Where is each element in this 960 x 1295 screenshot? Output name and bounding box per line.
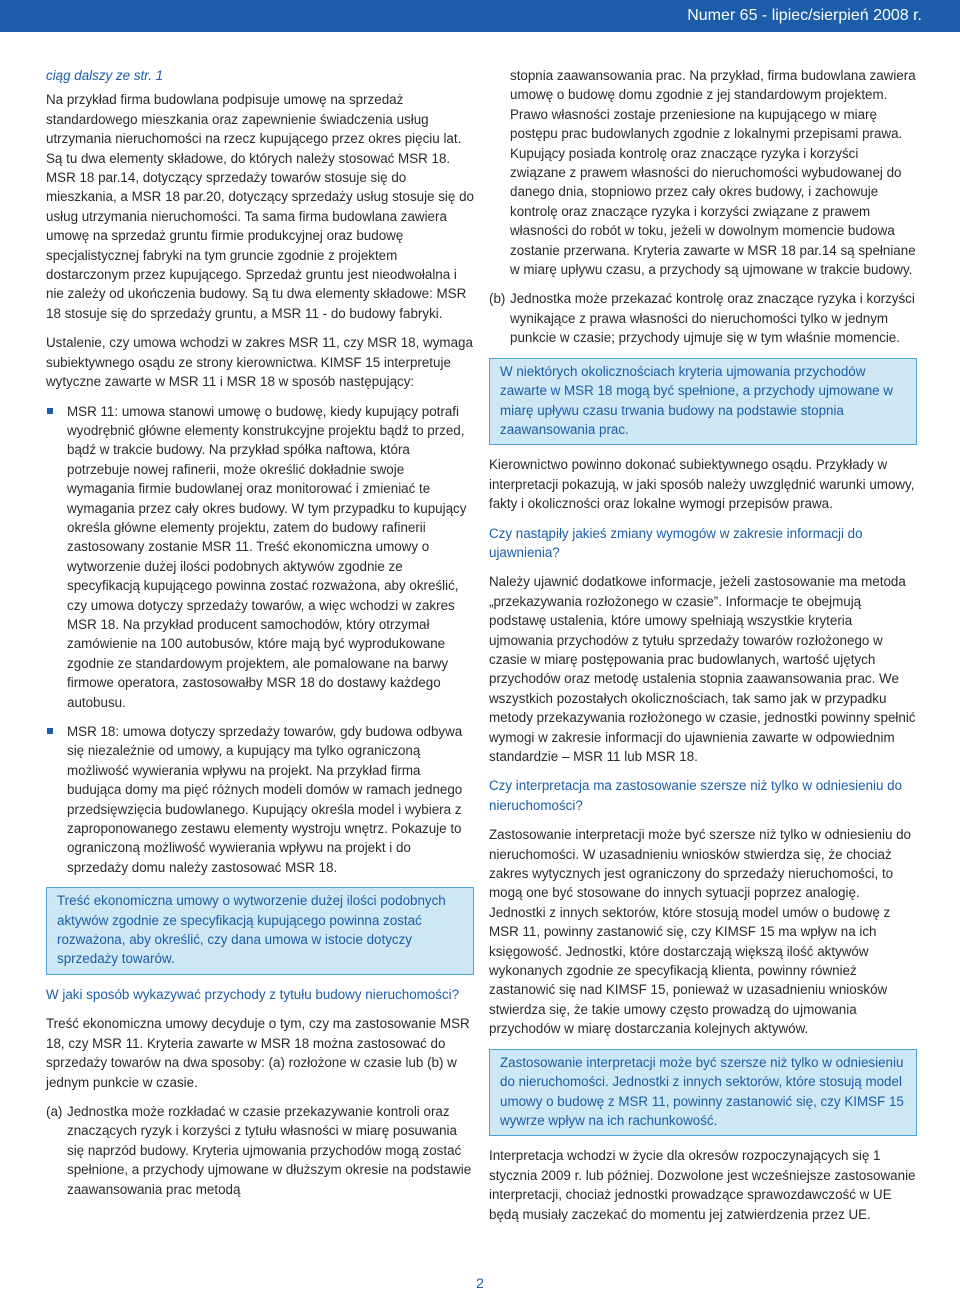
callout-box: Treść ekonomiczna umowy o wytworzenie dużej ilości podobnych aktywów zgodnie ze specyfikacją kupującego powinna zostać rozważona, aby określić, czy dana umowa w istocie dotyczy sprzedaży towarów. [46, 887, 474, 975]
section-heading: Czy nastąpiły jakieś zmiany wymogów w zakresie informacji do ujawnienia? [489, 525, 863, 560]
paragraph: Na przykład firma budowlana podpisuje umowę na sprzedaż standardowego mieszkania oraz zapewnienie świadczenia usług utrzymania nieruchomości na rzecz kupującego przez okres pięciu lat. Są tu dwa elementy składowe, do których należy stosować MSR 18. MSR 18 par.14, dotyczący sprzedaży towarów stosuje się do mieszkania, a MSR 18 par.20, dotyczący sprzedaży usług stosuje się do usług utrzymania nieruchomości. Ta sama firma budowlana zawiera umowę na sprzedaż gruntu firmie produkcyjnej oraz budowę specjalistycznej fabryki na tym gruncie zgodnie z projektem dostarczonym przez kupującego. Sprzedaż gruntu jest nieodwołalna i nie zależy od ukończenia budowy. Są tu dwa elementy składowe: MSR 18 stosuje się do sprzedaży gruntu, a MSR 11 - do budowy fabryki. [46, 92, 474, 321]
enum-label: (b) [489, 291, 506, 307]
section-heading: W jaki sposób wykazywać przychody z tytułu budowy nieruchomości? [46, 986, 460, 1002]
continued-label: ciąg dalszy ze str. 1 [46, 68, 164, 83]
bullet-item: MSR 18: umowa dotyczy sprzedaży towarów, gdy budowa odbywa się niezależnie od umowy, a kupujący ma tylko ograniczoną możliwość wywierania wpływu na projekt. Na przykład firma budująca domy ma pięć różnych modeli domów w ramach jednego przedsięwzięcia budowlanego. Kupujący określa model i wybiera z zaproponowanego zestawu elementy wystroju wnętrz. Pokazuje to ograniczoną możliwość wywierania wpływu na projekt i do sprzedaży domu należy zastosować MSR 18. [46, 722, 474, 877]
paragraph: Należy ujawnić dodatkowe informacje, jeżeli zastosowanie ma metoda „przekazywania rozłożonego w czasie”. Informacje te obejmują podstawę ustalenia, które umowy spełniają wszystkie kryteria ujmowania przychodów z tytułu sprzedaży towarów rozłożonego w czasie w miarę postępowania prac budowlanych, wartość ujętych przychodów oraz metodę ustalenia stopnia zaawansowania prac. We wszystkich pozostałych okolicznościach, tak samo jak w przypadku metody przekazywania rozłożonego w czasie, jednostki powinny spełnić wymogi w zakresie informacji do ujawnienia zawarte w odpowiednim standardzie – MSR 11 lub MSR 18. [489, 574, 916, 764]
section-heading: Czy interpretacja ma zastosowanie szersze niż tylko w odniesieniu do nieruchomości? [489, 778, 903, 813]
enum-text: Jednostka może rozkładać w czasie przekazywanie kontroli oraz znaczących ryzyk i korzyści z tytułu własności w miarę posuwania się naprzód budowy. Kryteria ujmowania przychodów mogą zostać spełnione, a przychody ujmowane w dłuższym okresie na podstawie zaawansowania prac metodą [67, 1103, 472, 1197]
enum-text: Jednostka może przekazać kontrolę oraz znaczące ryzyka i korzyści wynikające z prawa własności do nieruchomości tylko w jednym punkcie w czasie; przychody ujmuje się w tym właśnie momencie. [510, 291, 915, 346]
paragraph: Kierownictwo powinno dokonać subiektywnego osądu. Przykłady w interpretacji pokazują, w jaki sposób należy uwzględnić warunki umowy, fakty i okoliczności oraz lokalne wymogi przepisów prawa. [489, 457, 915, 512]
bullet-list [46, 402, 474, 878]
enum-item-a-continued [489, 66, 917, 279]
paragraph: Interpretacja wchodzi w życie dla okresów rozpoczynających się 1 stycznia 2009 r. lub później. Dozwolone jest wcześniejsze zastosowanie interpretacji, chociaż jednostki prowadzące sprawozdawczość w UE będą musiały zaczekać do momentu jej zatwierdzenia przez UE. [489, 1148, 916, 1222]
enum-item-a [46, 1102, 474, 1199]
paragraph: Treść ekonomiczna umowy decyduje o tym, czy ma zastosowanie MSR 18, czy MSR 11. Kryteria zawarte w MSR 18 można zastosować do sprzedaży towarów na dwa sposoby: (a) rozłożone w czasie lub (b) w jednym punkcie w czasie. [46, 1016, 470, 1090]
enum-label: (a) [46, 1103, 63, 1119]
paragraph: Ustalenie, czy umowa wchodzi w zakres MSR 11, czy MSR 18, wymaga subiektywnego osądu ze strony kierownictwa. KIMSF 15 interpretuje wytyczne zawarte w MSR 11 i MSR 18 w sposób następujący: [46, 335, 473, 390]
page-number: 2 [476, 1275, 484, 1291]
bullet-item: MSR 11: umowa stanowi umowę o budowę, kiedy kupujący potrafi wyodrębnić główne elementy konstrukcyjne projektu bądź to przed, bądź w trakcie budowy. Na przykład spółka naftowa, która potrzebuje nowej rafinerii, może określić dokładnie swoje wymagania firmie budowlanej oraz monitorować i zmieniać te wymagania przez cały okres budowy. W tym przypadku to kupujący określa główne elementy projektu, zatem do budowy rafinerii zastosowany zostanie MSR 11. Treść ekonomiczna umowy o wytworzenie dużej ilości podobnych aktywów zgodnie ze specyfikacją kupującego powinna zostać rozważona, aby określić, czy umowa dotyczy sprzedaży towarów, a więc wchodzi w zakres MSR 18. Na przykład producent samochodów, który otrzymał zamówienie na 100 autobusów, które mają być wyprodukowane zgodnie ze standardowym projektem, ale pomalowane na barwy firmowe operatora, zastosowałby MSR 18 do dostawy każdego autobusu. [46, 402, 474, 713]
left-column [46, 66, 474, 1209]
enum-text: stopnia zaawansowania prac. Na przykład, firma budowlana zawiera umowę o budowę domu zgodnie z jej standardowym projektem. Prawo własności zostaje przeniesione na kupującego w miarę postępu prac budowlanych zgodnie z lokalnymi przepisami prawa. Kupujący posiada kontrolę oraz znaczące ryzyka i korzyści związane z prawem własności do nieruchomości wybudowanej do danego dnia, stopniowo przez cały okres budowy, i zachowuje kontrolę oraz znaczące ryzyka i korzyści związane z prawem własności do robót w toku, jeżeli w dowolnym momencie budowa zostanie przerwana. Kryteria zawarte w MSR 18 par.14 są spełniane w miarę upływu czasu, a przychody są ujmowane w trakcie budowy. [510, 68, 916, 278]
header-bar [0, 0, 960, 32]
enum-item-b [489, 289, 917, 347]
paragraph: Zastosowanie interpretacji może być szersze niż tylko w odniesieniu do nieruchomości. W uzasadnieniu wniosków stwierdza się, że chociaż zakres wytycznych jest ograniczony do sprzedaży nieruchomości, to mogą one być stosowane do innych sytuacji poprzez analogię. Jednostki z innych sektorów, które stosują model umów o budowę z MSR 11, powinny zastanowić się, czy KIMSF 15 ma wpływ na ich księgowość. Jednostki, które dostarczają większą ilość aktywów wykonanych zgodnie ze specyfikacją klienta, powinny również zastanowić się nad KIMSF 15, ponieważ w uzasadnieniu wniosków stwierdza się, że takie umowy często prowadzą do ujmowania przychodów w miarę dostarczania kolejnych aktywów. [489, 827, 912, 1037]
issue-label: Numer 65 - lipiec/sierpień 2008 r. [687, 7, 922, 24]
callout-box: W niektórych okolicznościach kryteria ujmowania przychodów zawarte w MSR 18 mogą być spełnione, a przychody ujmowane w miarę upływu czasu trwania budowy na podstawie stopnia zaawansowania prac. [489, 358, 917, 446]
callout-box: Zastosowanie interpretacji może być szersze niż tylko w odniesieniu do nieruchomości. Jednostki z innych sektorów, które stosują model umowy o budowę z MSR 11, powinny zastanowić się, czy KIMSF 15 wywrze wpływ na ich rachunkowość. [489, 1049, 917, 1137]
right-column [489, 66, 917, 1234]
